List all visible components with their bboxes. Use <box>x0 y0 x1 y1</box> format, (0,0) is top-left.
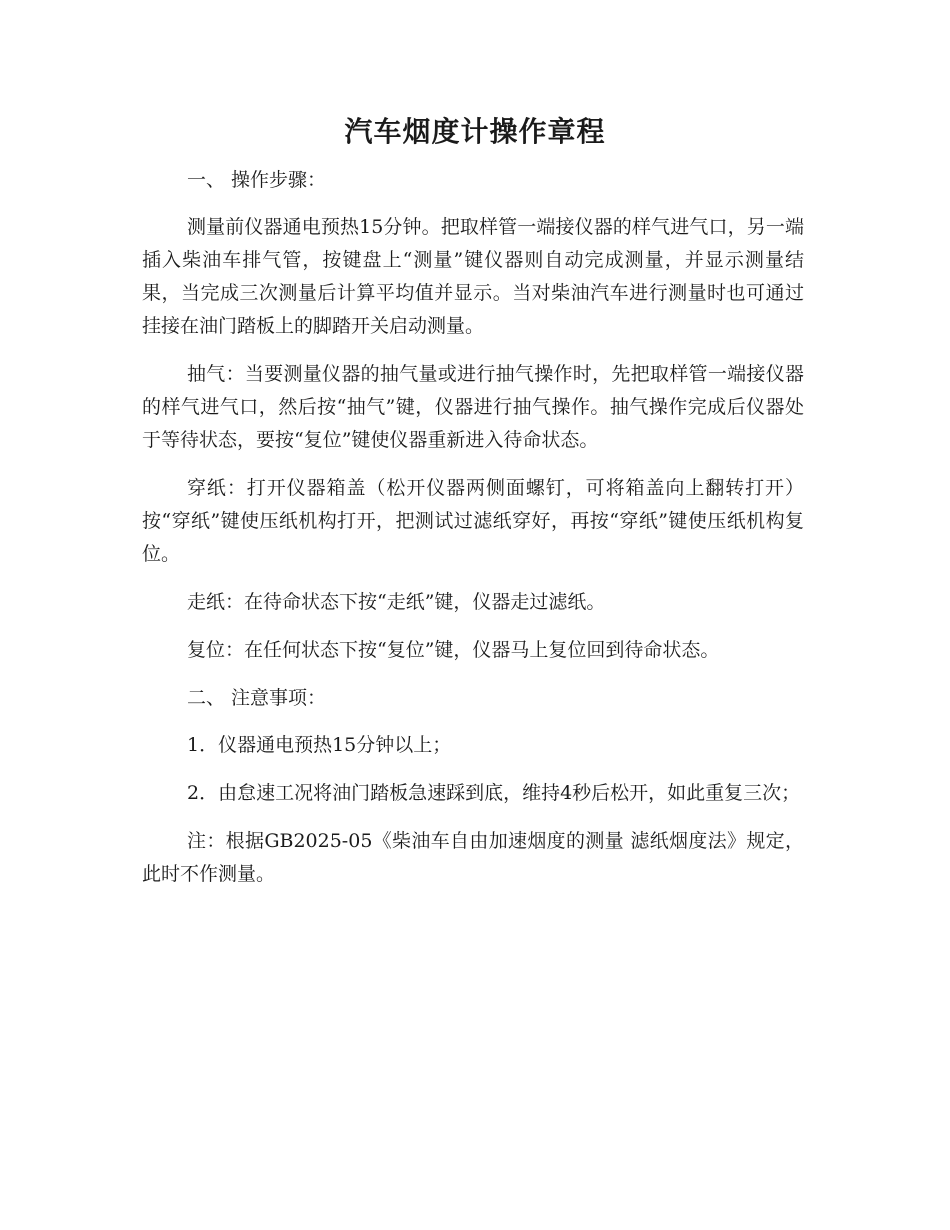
paragraph-measurement: 测量前仪器通电预热15分钟。把取样管一端接仪器的样气进气口，另一端插入柴油车排气管，按键盘上“测量”键仪器则自动完成测量，并显示测量结果，当完成三次测量后计算平均值并显示。当对柴油汽车进行测量时也可通过挂接在油门踏板上的脚踏开关启动测量。 <box>142 216 804 337</box>
paragraph-reset: 复位：在任何状态下按“复位”键，仪器马上复位回到待命状态。 <box>187 639 720 661</box>
section-heading-operation-steps: 一、 操作步骤： <box>187 169 327 191</box>
precaution-item-2: 2．由怠速工况将油门踏板急速踩到底，维持4秒后松开，如此重复三次； <box>187 782 801 804</box>
paragraph-threading-paper: 穿纸：打开仪器箱盖（松开仪器两侧面螺钉，可将箱盖向上翻转打开）按“穿纸”键使压纸机构打开，把测试过滤纸穿好，再按“穿纸”键使压纸机构复位。 <box>142 477 804 565</box>
precaution-item-1: 1．仪器通电预热15分钟以上； <box>187 734 452 756</box>
document-title: 汽车烟度计操作章程 <box>344 115 606 148</box>
section-heading-precautions: 二、 注意事项： <box>187 687 327 709</box>
paragraph-paper-feed: 走纸：在待命状态下按“走纸”键，仪器走过滤纸。 <box>187 591 606 613</box>
paragraph-pumping: 抽气：当要测量仪器的抽气量或进行抽气操作时，先把取样管一端接仪器的样气进气口，然后按“抽气”键，仪器进行抽气操作。抽气操作完成后仪器处于等待状态，要按“复位”键使仪器重新进入待命状态。 <box>142 363 804 451</box>
document-body <box>142 164 804 906</box>
precaution-note: 注：根据GB2025-05《柴油车自由加速烟度的测量 滤纸烟度法》规定，此时不作测量。 <box>142 830 804 885</box>
